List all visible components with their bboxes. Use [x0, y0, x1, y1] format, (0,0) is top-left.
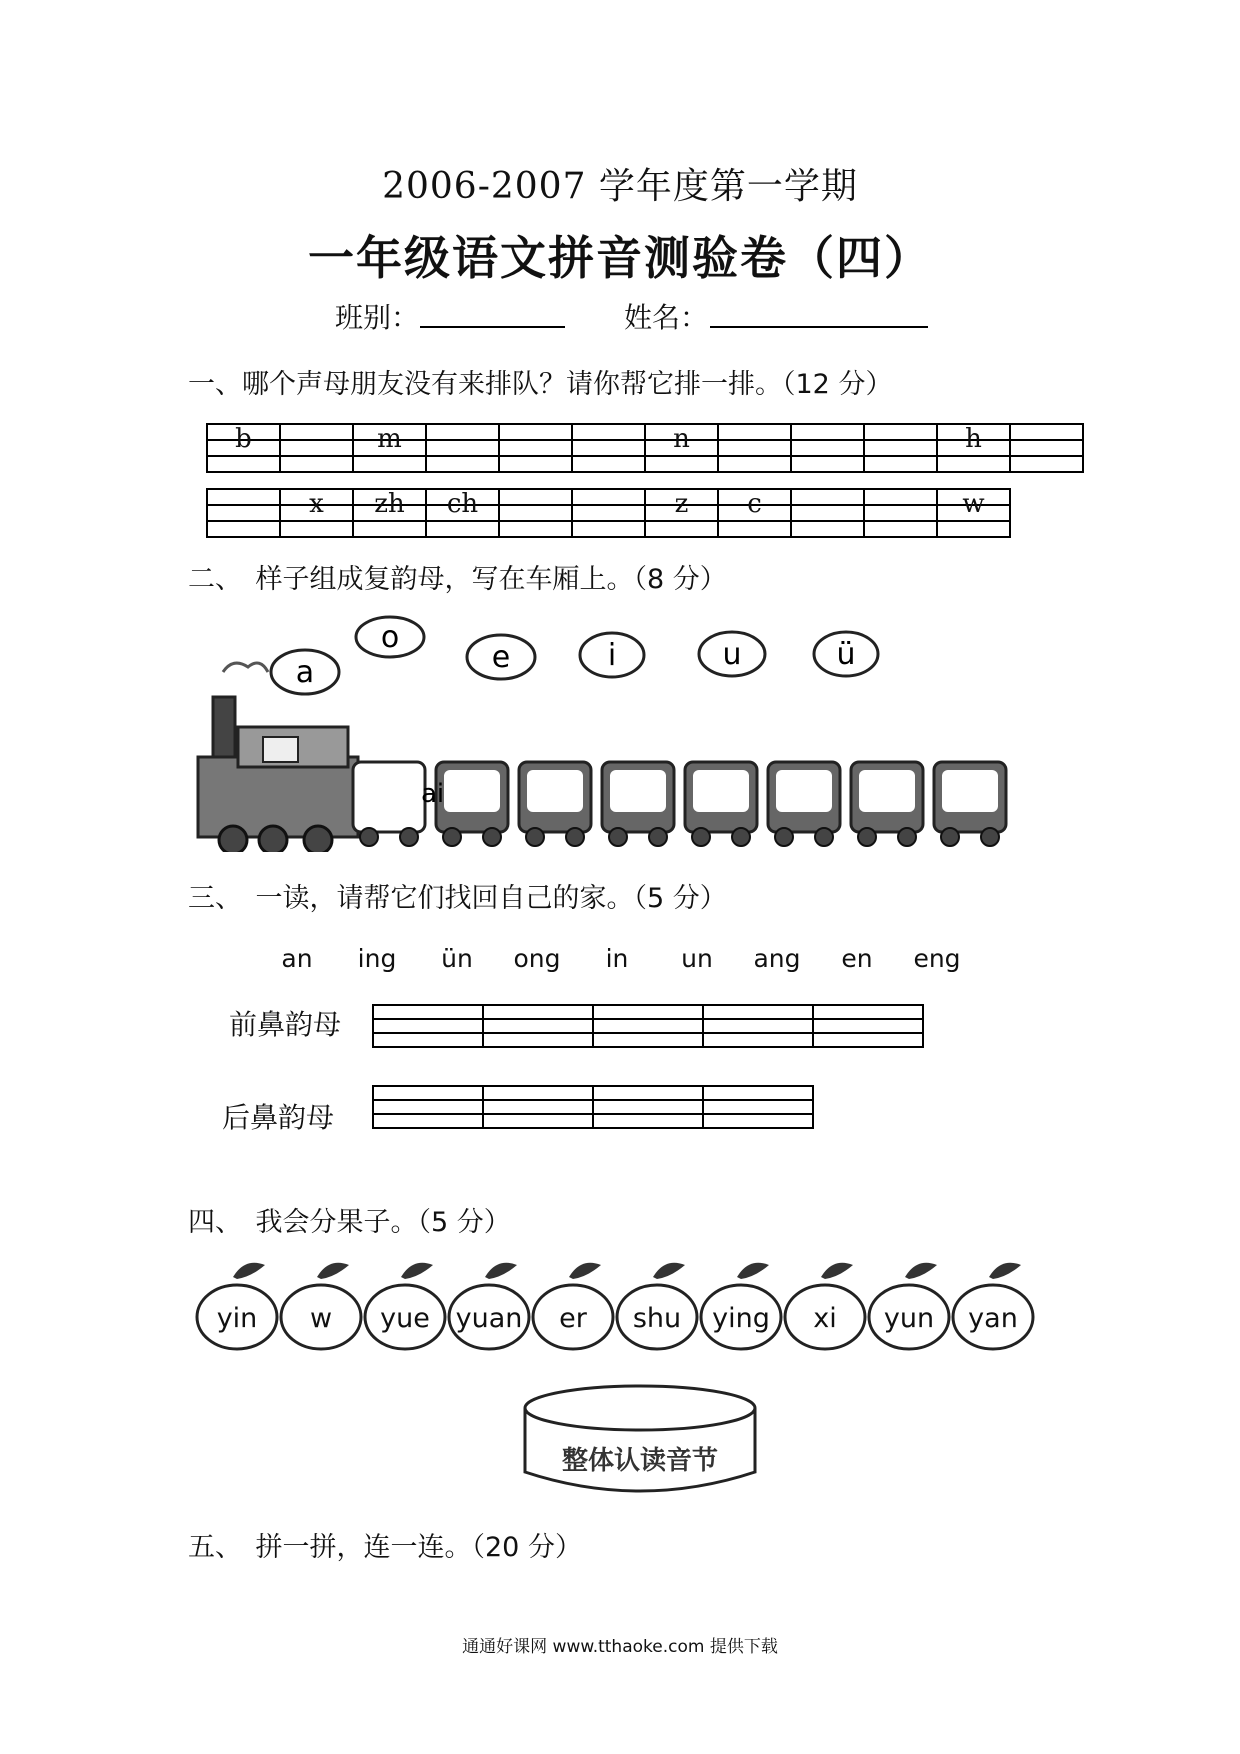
pinyin-cell[interactable] [280, 505, 353, 521]
final-item[interactable]: un [681, 944, 713, 973]
pinyin-cell[interactable] [426, 456, 499, 472]
q2-title: 二、 样子组成复韵母，写在车厢上。（8 分） [188, 564, 727, 595]
train-car[interactable] [353, 762, 425, 846]
cloud-e [467, 635, 535, 679]
pinyin-cell[interactable] [1010, 424, 1083, 440]
front-nasal-grid [372, 1004, 924, 1048]
fruit-syllable[interactable] [445, 1255, 533, 1355]
answer-cell[interactable] [813, 1033, 923, 1047]
pinyin-cell[interactable] [207, 456, 280, 472]
train-illustration [193, 612, 1033, 852]
pinyin-cell[interactable] [864, 440, 937, 456]
final-item[interactable]: ong [513, 944, 561, 973]
answer-cell[interactable] [703, 1033, 813, 1047]
fruit-label: yuan [455, 1303, 523, 1334]
fruit-label: yun [883, 1303, 935, 1334]
fruit-syllable[interactable] [865, 1255, 953, 1355]
answer-cell[interactable] [593, 1019, 703, 1033]
pinyin-cell[interactable] [864, 489, 937, 505]
answer-cell[interactable] [373, 1086, 483, 1100]
given-initial: z [674, 489, 689, 519]
answer-cell[interactable] [703, 1100, 813, 1114]
pinyin-cell[interactable] [864, 505, 937, 521]
answer-cell[interactable] [483, 1100, 593, 1114]
pinyin-cell[interactable] [499, 489, 572, 505]
fruit-syllable[interactable] [949, 1255, 1037, 1355]
pinyin-cell[interactable] [864, 424, 937, 440]
pinyin-cell[interactable] [426, 489, 499, 519]
exam-subtitle: 2006-2007 学年度第一学期 [382, 166, 858, 207]
name-label: 姓名： [624, 301, 709, 334]
train-car[interactable] [768, 762, 840, 846]
answer-cell[interactable] [373, 1005, 483, 1019]
given-initial: b [235, 424, 252, 454]
pinyin-cell[interactable] [572, 424, 645, 440]
pinyin-cell[interactable] [645, 505, 718, 521]
pinyin-cell[interactable] [937, 424, 1010, 454]
given-initial: h [965, 424, 982, 454]
train-car[interactable] [519, 762, 591, 846]
pinyin-cell[interactable] [645, 521, 718, 537]
fruit-label: xi [813, 1303, 837, 1334]
pinyin-cell[interactable] [353, 424, 426, 454]
finals-row [257, 944, 977, 973]
pinyin-cell[interactable] [353, 489, 426, 519]
given-initial: x [309, 489, 324, 519]
answer-cell[interactable] [703, 1114, 813, 1128]
final-item[interactable]: eng [913, 944, 961, 973]
cloud-letter: e [491, 640, 511, 675]
pinyin-cell[interactable] [1010, 456, 1083, 472]
pinyin-cell[interactable] [207, 489, 280, 505]
name-blank[interactable] [710, 300, 928, 328]
exam-title: 一年级语文拼音测验卷（四） [308, 231, 932, 285]
q1-title: 一、哪个声母朋友没有来排队？请你帮它排一排。（12 分） [188, 369, 893, 400]
cloud-a [271, 650, 339, 694]
pinyin-cell[interactable] [426, 521, 499, 537]
cloud-o [356, 617, 424, 657]
pinyin-cell[interactable] [937, 456, 1010, 472]
fruit-label: shu [632, 1303, 682, 1334]
pinyin-cell[interactable] [791, 489, 864, 505]
pinyin-cell[interactable] [645, 456, 718, 472]
q4-title: 四、 我会分果子。（5 分） [188, 1207, 511, 1238]
answer-cell[interactable] [483, 1019, 593, 1033]
pinyin-cell[interactable] [572, 489, 645, 505]
fruit-syllable[interactable] [697, 1255, 785, 1355]
final-item[interactable]: ing [357, 944, 397, 973]
pinyin-cell[interactable] [864, 456, 937, 472]
fruit-syllable[interactable] [361, 1255, 449, 1355]
fruit-syllable[interactable] [193, 1255, 281, 1355]
front-nasal-label: 前鼻韵母 [229, 1008, 342, 1041]
pinyin-cell[interactable] [280, 489, 353, 519]
pinyin-cell[interactable] [426, 440, 499, 456]
pinyin-cell[interactable] [791, 521, 864, 537]
fruit-label: w [309, 1303, 333, 1334]
q1-grid-row2 [206, 488, 1011, 538]
pinyin-cell[interactable] [572, 456, 645, 472]
cloud-letter: a [295, 655, 315, 690]
answer-cell[interactable] [593, 1086, 703, 1100]
pinyin-cell[interactable] [791, 505, 864, 521]
answer-cell[interactable] [373, 1019, 483, 1033]
pinyin-cell[interactable] [280, 456, 353, 472]
fruit-label: er [559, 1303, 587, 1334]
pinyin-cell[interactable] [718, 505, 791, 521]
cloud-i [580, 633, 644, 677]
cloud-letter: ü [836, 637, 856, 672]
pinyin-cell[interactable] [426, 424, 499, 440]
q1-grid-row1 [206, 423, 1084, 473]
answer-cell[interactable] [483, 1005, 593, 1019]
cloud-letter: o [380, 620, 400, 655]
pinyin-cell[interactable] [645, 489, 718, 519]
fruit-syllable[interactable] [781, 1255, 869, 1355]
given-initial: n [673, 424, 690, 454]
fruit-label: yue [380, 1303, 430, 1334]
q5-title: 五、 拼一拼，连一连。（20 分） [188, 1532, 582, 1563]
answer-cell[interactable] [703, 1005, 813, 1019]
pinyin-cell[interactable] [718, 440, 791, 456]
answer-cell[interactable] [593, 1033, 703, 1047]
pinyin-cell[interactable] [499, 456, 572, 472]
answer-cell[interactable] [483, 1086, 593, 1100]
pinyin-cell[interactable] [791, 424, 864, 440]
fruit-row [193, 1255, 1043, 1365]
pinyin-cell[interactable] [718, 456, 791, 472]
cloud-letter: u [722, 637, 742, 672]
pinyin-cell[interactable] [645, 424, 718, 454]
pinyin-cell[interactable] [791, 456, 864, 472]
train-car[interactable] [602, 762, 674, 846]
final-item[interactable]: an [281, 944, 313, 973]
pinyin-cell[interactable] [207, 440, 280, 456]
locomotive [198, 697, 358, 852]
pinyin-cell[interactable] [426, 505, 499, 521]
answer-cell[interactable] [483, 1114, 593, 1128]
pinyin-cell[interactable] [353, 456, 426, 472]
cloud-u-umlaut [814, 632, 878, 676]
answer-cell[interactable] [373, 1100, 483, 1114]
pinyin-cell[interactable] [499, 505, 572, 521]
pinyin-cell[interactable] [718, 424, 791, 440]
fruit-label: yin [216, 1303, 258, 1334]
answer-cell[interactable] [813, 1005, 923, 1019]
back-nasal-grid [372, 1085, 814, 1129]
given-initial: ch [446, 489, 479, 519]
answer-cell[interactable] [813, 1019, 923, 1033]
answer-cell[interactable] [593, 1005, 703, 1019]
pinyin-cell[interactable] [718, 521, 791, 537]
pinyin-cell[interactable] [353, 505, 426, 521]
train-car[interactable] [685, 762, 757, 846]
pinyin-cell[interactable] [207, 521, 280, 537]
fruit-syllable[interactable] [529, 1255, 617, 1355]
given-initial: m [377, 424, 402, 454]
pinyin-cell[interactable] [572, 440, 645, 456]
answer-cell[interactable] [703, 1019, 813, 1033]
pinyin-cell[interactable] [280, 440, 353, 456]
train-car[interactable] [436, 762, 508, 846]
answer-cell[interactable] [703, 1086, 813, 1100]
final-item[interactable]: en [841, 944, 873, 973]
q3-title: 三、 一读，请帮它们找回自己的家。（5 分） [188, 883, 727, 914]
back-nasal-label: 后鼻韵母 [222, 1101, 335, 1134]
pinyin-cell[interactable] [791, 440, 864, 456]
pinyin-cell[interactable] [572, 521, 645, 537]
pinyin-cell[interactable] [499, 424, 572, 440]
answer-cell[interactable] [373, 1114, 483, 1128]
pinyin-cell[interactable] [207, 505, 280, 521]
final-item[interactable]: in [605, 944, 629, 973]
class-blank[interactable] [420, 300, 565, 328]
footer-text: 通通好课网 www.tthaoke.com 提供下载 [462, 1637, 778, 1657]
pinyin-cell[interactable] [499, 521, 572, 537]
pinyin-cell[interactable] [937, 521, 1010, 537]
train-car[interactable] [851, 762, 923, 846]
final-item[interactable]: ün [441, 944, 473, 973]
given-initial: zh [374, 489, 405, 519]
pinyin-cell[interactable] [864, 521, 937, 537]
pinyin-cell[interactable] [280, 521, 353, 537]
pinyin-cell[interactable] [645, 440, 718, 456]
train-car[interactable] [934, 762, 1006, 846]
cloud-letter: i [607, 638, 617, 673]
pinyin-cell[interactable] [353, 440, 426, 456]
pinyin-cell[interactable] [937, 505, 1010, 521]
cloud-u [699, 632, 765, 676]
pinyin-cell[interactable] [572, 505, 645, 521]
pinyin-cell[interactable] [207, 424, 280, 454]
class-label: 班别： [335, 301, 420, 334]
given-initial: c [747, 489, 762, 519]
pinyin-cell[interactable] [499, 440, 572, 456]
pinyin-cell[interactable] [937, 440, 1010, 456]
pinyin-cell[interactable] [353, 521, 426, 537]
pinyin-cell[interactable] [1010, 440, 1083, 456]
basket-label: 整体认读音节 [561, 1446, 718, 1476]
answer-cell[interactable] [373, 1033, 483, 1047]
fruit-label: ying [712, 1303, 770, 1334]
first-car-label: ai [421, 779, 445, 809]
answer-cell[interactable] [593, 1100, 703, 1114]
fruit-syllable[interactable] [613, 1255, 701, 1355]
answer-cell[interactable] [593, 1114, 703, 1128]
pinyin-cell[interactable] [718, 489, 791, 519]
given-initial: w [962, 489, 985, 519]
pinyin-cell[interactable] [937, 489, 1010, 519]
pinyin-cell[interactable] [280, 424, 353, 440]
fruit-syllable[interactable] [277, 1255, 365, 1355]
fruit-label: yan [968, 1303, 1018, 1334]
final-item[interactable]: ang [753, 944, 801, 973]
answer-cell[interactable] [483, 1033, 593, 1047]
